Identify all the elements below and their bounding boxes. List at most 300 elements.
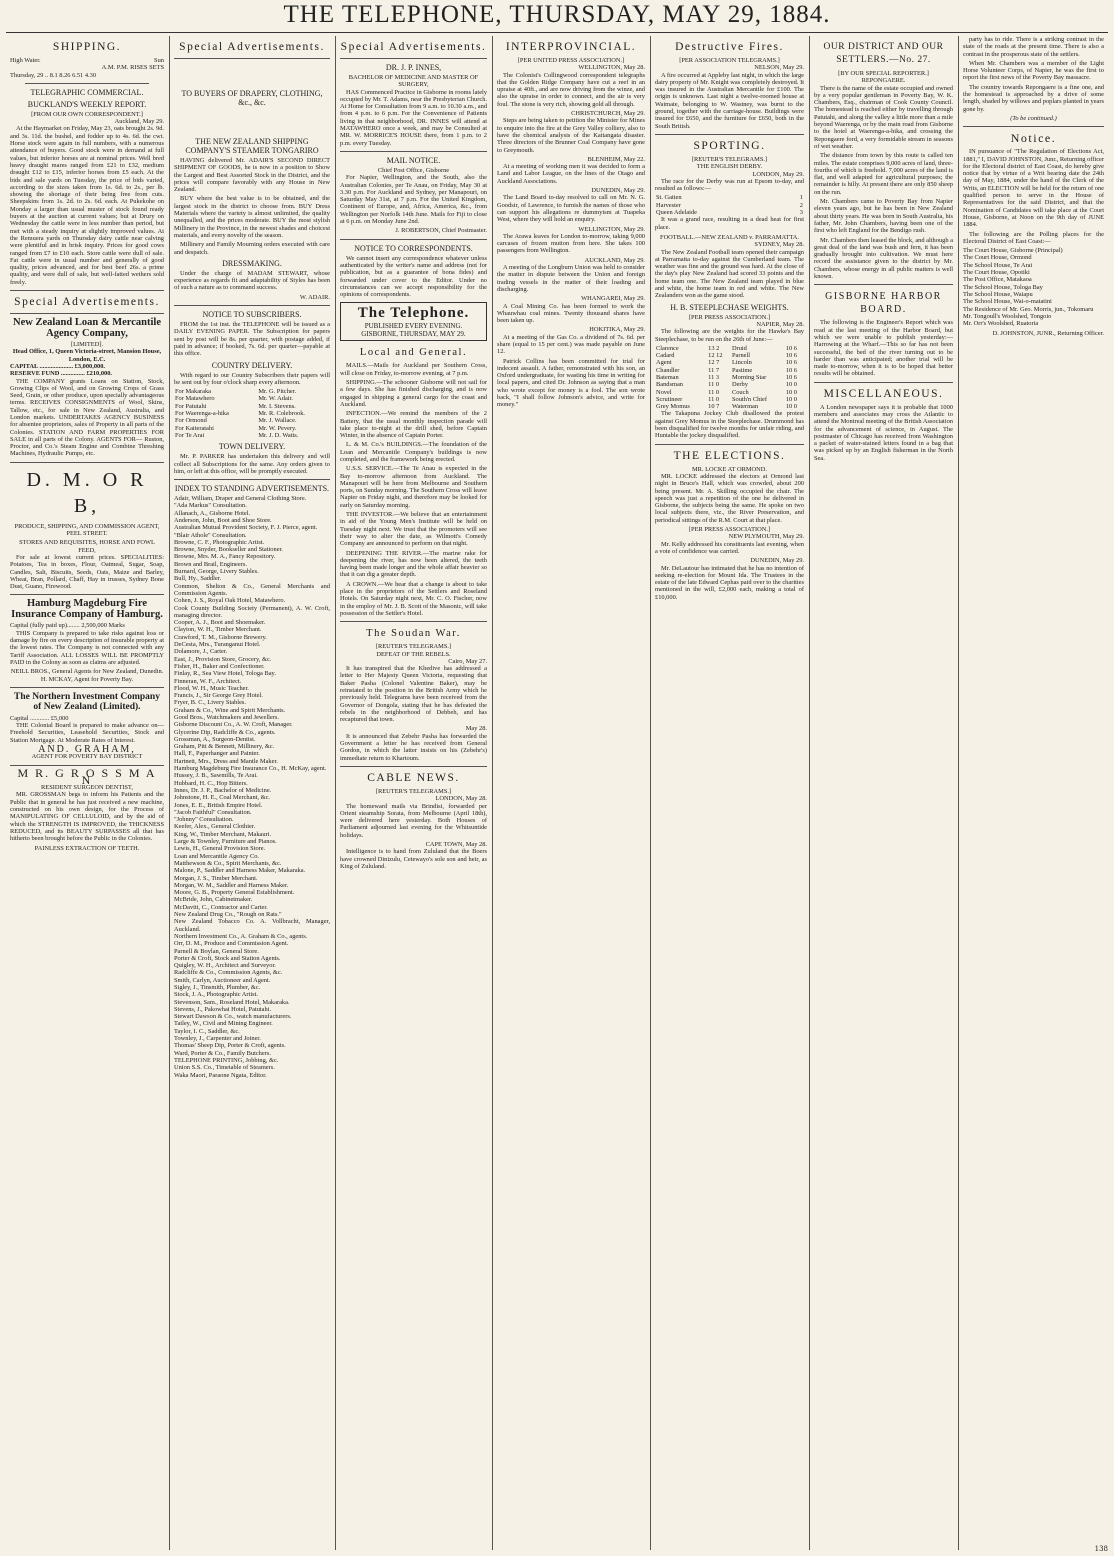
index-item: Bull, Hy., Saddler. xyxy=(174,575,222,583)
index-item: Cohen, J. S., Royal Oak Hotel, Matawhero. xyxy=(174,597,286,605)
masthead-rule xyxy=(6,32,1108,33)
shipping-heading: SHIPPING. xyxy=(52,41,122,53)
index-item: Hubbard, H. C., Hop Bitters. xyxy=(174,779,248,787)
correspondents-text: We cannot insert any correspondence whatever unless authenticated by the writer's name and address (not for publication, but as a guarantee of bona fides) and forwarded under cover to the Editor. Under no circumstances can we accept responsibility for the opinions of correspondents. xyxy=(340,254,487,299)
local-general-heading: Local and General. xyxy=(359,347,468,359)
horse-name: Cadard xyxy=(656,352,675,360)
index-item: Stevens, J., Pakowhai Hotel, Patutahi. xyxy=(174,1005,272,1013)
index-item: Graham, Pitt & Bennett, Millinery, &c. xyxy=(174,743,275,751)
graham-heading: AND. GRAHAM, xyxy=(38,744,136,755)
telephone-banner xyxy=(340,302,487,341)
index-item: Northern Investment Co., A. Graham & Co., agents. xyxy=(174,932,308,940)
index-item: Jones, E. E., British Empire Hotel. xyxy=(174,801,263,809)
dunedin-place: DUNEDIN, May 29. xyxy=(750,557,804,565)
weight-row xyxy=(655,374,804,381)
agent-row xyxy=(174,403,330,410)
harbor-board-heading: GISBORNE HARBOR BOARD. xyxy=(825,291,942,316)
notice-subscribers-text: FROM the 1st inst. the TELEPHONE will be issued as a DAILY EVENING PAPER. The Subscription for papers sent by post will be 8s. per quarter, with postage added, if paid in advance; if booked, 7s. 6d. per quarter—payable at this office. xyxy=(174,321,330,358)
index-item: Glycerine Dip, Radcliffe & Co., agents. xyxy=(174,728,276,736)
soudan-place: Cairo, May 27. xyxy=(448,657,487,665)
index-item: Browne, C. F., Photographic Artist. xyxy=(174,538,265,546)
interprovincial-heading: INTERPROVINCIAL. xyxy=(505,41,637,53)
horse-name: South'n Chief xyxy=(731,395,768,403)
horse-name: Grey Momus xyxy=(656,403,690,411)
mail-place: Chief Post Office, Gisborne xyxy=(377,166,450,174)
index-item: Anderson, John, Boot and Shoe Store. xyxy=(174,516,272,524)
agent-place: For Matawhero xyxy=(175,395,215,403)
index-heading: INDEX TO STANDING ADVERTISEMENTS. xyxy=(174,484,330,494)
horse-weight: 11 0 xyxy=(708,381,720,389)
nzla-office: Head Office, 1, Queen Victoria-street, Mansion House, London, E.C. xyxy=(12,348,162,363)
fires-place: NELSON, May 29. xyxy=(754,64,804,72)
polling-place: The School House, Waiapu xyxy=(963,290,1033,298)
dateline: AUCKLAND, May 29. xyxy=(584,256,645,264)
derby-row xyxy=(655,209,804,216)
local-paragraph: MAILS.—Mails for Auckland per Southern Cross, will close on Friday, to-morrow evening, at 7 p.m. xyxy=(340,362,487,377)
index-item: Innes, Dr. J. P., Bachelor of Medicine. xyxy=(174,786,272,794)
index-item: Finlay, R., Sea View Hotel, Tologa Bay. xyxy=(174,670,276,678)
horse-weight: 11 0 xyxy=(708,388,720,396)
tide-header xyxy=(10,64,164,71)
agent-name: Mr. R. Colebrook. xyxy=(258,410,306,418)
returning-officer-signature: D. JOHNSTON, JUNR., Returning Officer. xyxy=(992,330,1104,338)
column-6 xyxy=(809,36,957,1550)
index-item: Matthewson & Co., Spirit Merchants, &c. xyxy=(174,859,282,867)
horse-name: Scrutineer xyxy=(656,395,683,403)
buckland-text: At the Haymarket on Friday, May 23, oats brought 2s. 9d. and 3s. 11d. the bushel, and fodder up to 4s. 6d. the cwt. Horse stock were again in full numbers, with a numerous attendance of buyers. Good stock were in demand at full values, but inferior horses are at nominal prices. Well bred heavy draught mares ranged from £21 to £32, medium draught £12 to £15, inferior horses from £5 each. At the bids and sale yards on Tuesday, the price of bids varied, according to the sizes taken from 1s. 6d. to 2s., per lb. showing the shortage of their being free from cuts. Sheepskins from 1s. 2d. to 2s. 6d. each. At Pukekohe on Monday a larger than usual muster of stock found ready buyers at the auction at current values; but at Drury on Wednesday the cattle were in less number than period, but met with a steady inquiry at slightly improved values. At the Remuera yards on Thursday dairy cattle near calving were plentiful and in brisk inquiry. Prices for good cows ranged from £7 to £10 each. Store cattle were dull of sale. Fat cattle were in usual number and generally of good quality, prices advanced, and for best beef 26s. a prime quality, and were dull of sale, but well-fatted wethers sold freely. xyxy=(10,125,164,286)
polling-intro: The following are the Polling places for the Electoral District of East Coast:— xyxy=(963,230,1104,245)
soudan-text-2: It is announced that Zebehr Pasha has forwarded the Government a letter he has received from General Gordon, in which the latter insists on his (Zebehr's) immediate return to Khartoum. xyxy=(340,732,487,762)
index-item: Hall, F., Paperhanger and Painter. xyxy=(174,750,260,758)
notice-text: IN pursuance of "The Regulation of Elections Act, 1881," I, DAVID JOHNSTON, Junr., Returning officer for the Electoral district of East Coast, do hereby give notice that by virtue of a Writ bearing date the 24th day of May, 1884, under the hand of the Clerk of the Writs, an ELECTION will be held for the return of one qualified person to serve in the House of Representatives for the said District, and that the Nomination of Candidates will take place at the Court House, Gisborne, at Noon on the 9th day of JUNE 1884. xyxy=(963,148,1104,229)
agent-place: For Kaiteratahi xyxy=(175,424,214,432)
divider xyxy=(655,134,804,135)
dateline: CHRISTCHURCH, May 29. xyxy=(571,110,645,118)
index-item: Stevenson, Sam., Roseland Hotel, Makaraka. xyxy=(174,998,290,1006)
weight-row xyxy=(655,396,804,403)
hamburg-capital: Capital (fully paid up)........ 2,500,000 Marks xyxy=(10,622,125,630)
news-paragraph: The Arawa leaves for London to-morrow, taking 9,000 carcases of frozen mutton from here. She takes 100 passengers from Wellington. xyxy=(497,232,645,255)
index-item: Dolamore, J., Carter. xyxy=(174,648,228,656)
district-paragraph: There is the name of the estate occupied and owned by a very popular gentleman in Poverty Bay, W. K. Chambers, Esq., chairman of Cook County Council. The homestead is reached either by travelling through Patutahi, and along the valley a little more than a mile beyond Waerenga, or by the main road from Gisborne to the hotel at Waerenga-a-hika, and crossing the Repongaere ford, a very formidable stream in seasons of wet weather. xyxy=(814,84,953,150)
horse-name: Waterman xyxy=(731,403,759,411)
agent-row xyxy=(174,417,330,424)
adair-signature: W. ADAIR. xyxy=(299,293,330,301)
index-item: Cooper, A. J., Boot and Shoemaker. xyxy=(174,619,266,627)
agent-name: Mr. W. Adair. xyxy=(258,395,293,403)
index-item: Thomas' Sheep Dip, Porter & Croft, agents. xyxy=(174,1042,286,1050)
plymouth-text: Mr. Kelly addressed his constituents last evening, when a vote of confidence was carried. xyxy=(655,540,804,555)
news-paragraph: Steps are being taken to petition the Minister for Mines to enquire into the fire at the Grey Valley colliery, also to have the chemical analysis of the Kaitangata disaster. Three directors of the Brunner Coal Company have gone to Greymouth. xyxy=(497,117,645,154)
fires-text: A fire occurred at Appleby last night, in which the large dairy property of Mr. Knight was completely destroyed. It was insured in the Australian Mercantile for £100. The origin is unknown. Last night a twelve-roomed house at Waimate, belonging to W. Wastney, was burnt to the ground, together with the carriage-house. Buildings were insured for £650, and the furniture for £650, both in the South British. xyxy=(655,71,804,130)
dateline: HOKITIKA, May 29. xyxy=(589,326,645,334)
horse-name: Pastime xyxy=(731,366,753,374)
divider xyxy=(340,151,487,152)
derby-heading: THE ENGLISH DERBY. xyxy=(696,163,763,171)
grossman-text: MR. GROSSMAN begs to inform his Patients and the Public that in general he has just received a new machine, constructed on his own design, for the Process of MANIPULATING OF CELLULOID, and by the aid of which the STRENGTH IS IMPROVED, the THICKNESS REDUCED, and its BEAUTY SURPASSES all that has hitherto been brought before the Public in the Colonies. xyxy=(10,791,164,843)
page-stamp: 138 xyxy=(1094,1545,1108,1553)
buckland-source: [FROM OUR OWN CORRESPONDENT.] xyxy=(31,110,143,118)
harbor-board-text: The following is the Engineer's Report which was read at the last meeting of the Harbor Board, but which we were unable to publish yesterday:— Harrowing at the Wharf.—This so far has not been successful, the bed of the river turning out to be harder than was anticipated; another trial will be made to-morrow, when it is to be hoped that better results will be obtained. xyxy=(814,319,953,378)
divider xyxy=(174,305,330,306)
news-paragraph: At a meeting of working men it was decided to form a Land and Labor League, on the lines of the Otago and Auckland Associations. xyxy=(497,163,645,185)
index-item: Brown and Brail, Engineers. xyxy=(174,560,247,568)
nzla-reserve: RESERVE FUND ............... £210,000. xyxy=(10,370,113,378)
index-item: Allanach, A., Gisborne Hotel. xyxy=(174,509,251,517)
divider xyxy=(340,239,487,240)
local-paragraph: INFECTION.—We remind the members of the 2 Battery, that the usual monthly inspection parade will take place to-night at the drill shed, before Captain Winter, in the absence of Captain Porter. xyxy=(340,410,487,440)
nzsc-heading: THE NEW ZEALAND SHIPPING COMPANY'S STEAMER TONGARIRO xyxy=(185,137,319,155)
news-paragraph: A Coal Mining Co. has been formed to work the Whauwhau coal mines. Twenty thousand shares have been taken up. xyxy=(497,302,645,325)
northern-heading: The Northern Investment Company of New Zealand (Limited). xyxy=(14,691,160,713)
millinery-text: Millinery and Family Mourning orders executed with care and despatch. xyxy=(174,241,330,256)
horse-name: Clarence xyxy=(656,344,679,352)
local-paragraph: SHIPPING.—The schooner Gisborne will not sail for a few days. She has finished discharging, and is now engaged in shipping a general cargo for the coast and Auckland. xyxy=(340,379,487,408)
telegraphic-heading: TELEGRAPHIC COMMERCIAL. xyxy=(30,87,144,97)
dateline: BLENHEIM, May 22. xyxy=(587,155,645,163)
mail-text: For Napier, Wellington, and the South, also the Australian Colonies, per Te Anau, on Friday, May 30 at 3.30 p.m. For Auckland and Sydney, per Manapouri, on Saturday May 31st, at 7 p.m. For the United Kingdom, Continent of Europe, and, Africa, America, &c., from Wellington per Norfolk 14th June. Mails for Fiji to close at 6 p.m. on Monday June 2nd. xyxy=(340,174,487,226)
dmo-stores: STORES AND REQUISITES, HORSE AND FOWL FEED, xyxy=(19,539,155,554)
horse-weight: 10 7 xyxy=(708,403,720,411)
polling-place: The Post Office, Matakaoa xyxy=(963,276,1032,284)
mail-signature: J. ROBERTSON, Chief Postmaster. xyxy=(395,227,487,235)
horse-weight: 11 0 xyxy=(708,395,720,403)
horse-weight: 10 0 xyxy=(785,395,797,403)
index-item: Waka Maori, Paraone Ngata, Editor. xyxy=(174,1071,267,1079)
sun-label: Sun xyxy=(154,57,164,64)
weight-row xyxy=(655,352,804,359)
dressmaking-text: Under the charge of MADAM STEWART, whose experience as regards fit and adaptability of Styles has been of such a nature as to command success. xyxy=(174,269,330,292)
agent-row xyxy=(174,388,330,395)
agent-name: Mr. J. Wallace. xyxy=(258,417,297,425)
horse-name: Chandler xyxy=(656,366,680,374)
index-item: Stewart Dawson & Co., watch manufacturers. xyxy=(174,1013,292,1021)
derby-text: The race for the Derby was run at Epsom to-day, and resulted as follows:— xyxy=(655,177,804,193)
elections-source: [PER PRESS ASSOCIATION.] xyxy=(688,526,771,534)
index-item: Browne, Snyder, Bookseller and Stationer. xyxy=(174,546,283,554)
agent-place: For Ormond xyxy=(175,417,207,425)
index-item: Parnell & Boylan, General Store. xyxy=(174,947,259,955)
index-item: Ward, Porter & Co., Family Butchers. xyxy=(174,1049,271,1057)
index-item: McDavitt, C., Contractor and Carter. xyxy=(174,903,268,911)
derby-tail: It was a grand race, resulting in a dead heat for first place. xyxy=(655,216,804,231)
column-7 xyxy=(958,36,1108,1550)
miscellaneous-heading: MISCELLANEOUS. xyxy=(823,387,944,400)
nzsc-text: HAVING delivered Mr. ADAIR'S SECOND DIRECT SHIPMENT OF GOODS, he is now in a position to Show the Largest and Best Assorted Stock in the District, and the prices will compare favorably with any House in New Zealand. xyxy=(174,157,330,194)
high-water-label: High Water. xyxy=(10,57,41,64)
index-item: Quigley, W. H., Architect and Surveyor. xyxy=(174,962,276,970)
hamburg-text: THIS Company is prepared to take risks against loss or damage by fire on every description of insurable property at the lowest rates. The Company is not connected with any Tariff Association. ALL LOSSES WILL BE PROMPTLY PAID in the Colony as soon as claims are adjusted. xyxy=(10,629,164,666)
district-list xyxy=(814,85,953,281)
index-item: "Johnny" Consultation. xyxy=(174,816,234,824)
local-list xyxy=(340,362,487,617)
index-item: Malone, P., Saddler and Harness Maker, Makaraka. xyxy=(174,867,306,875)
special-ads-heading: Special Advertisements. xyxy=(340,41,487,53)
horse-weight: 12 12 xyxy=(708,352,723,360)
divider xyxy=(814,382,953,383)
tide-row: Thursday, 29 .. 8.1 8.26 6.51 4.30 xyxy=(10,71,97,79)
local-paragraph: U.S.S. SERVICE.—The Te Anau is expected in the Bay to-morrow afternoon from Auckland. The Manapouri will be here from Melbourne and Southern ports, on Sunday morning. The Southern Cross will leave Napier on Friday night, and therefore may be looked for early on Saturday morning. xyxy=(340,465,487,509)
nzla-ltd: [LIMITED]. xyxy=(70,341,104,349)
index-item: Fisher, H., Baker and Confectioner. xyxy=(174,662,265,670)
index-item: Browne, Mrs. M. A., Fancy Repository. xyxy=(174,553,276,561)
hamburg-agent: H. MCKAY, Agent for Poverty Bay. xyxy=(40,675,134,683)
agent-name: Mr. I. Stevens. xyxy=(258,402,296,410)
agent-place: For Te Arai xyxy=(175,431,205,439)
index-item: Sigley, J., Tinsmith, Plumber, &c. xyxy=(174,983,261,991)
index-item: Radcliffe & Co., Commission Agents, &c. xyxy=(174,969,283,977)
district-paragraph: party has to ride. There is a striking contrast in the state of the roads at the present time. There is also a contrast in the prosperous state of the settlers. xyxy=(963,36,1104,58)
agent-row xyxy=(174,410,330,417)
horse-name: Bandsman xyxy=(656,381,683,389)
index-item: New Zealand Drug Co., "Rough on Rats." xyxy=(174,911,282,919)
divider xyxy=(655,444,804,445)
agent-row xyxy=(174,425,330,432)
index-item: Tailey, W., Civil and Mining Engineer. xyxy=(174,1020,273,1028)
northern-text: THE Colonial Board is prepared to make advance on— Freehold Securities, Leasehold Securities, Stock and Station Mortgage. At Moderate Rates of Interest. xyxy=(10,722,164,744)
placing: 3 xyxy=(799,209,803,217)
horse-weight: 13 2 xyxy=(708,344,720,352)
telephone-date: GISBORNE, THURSDAY, MAY 29. xyxy=(361,330,466,339)
horse-name: Druid xyxy=(731,344,747,352)
column-5 xyxy=(650,36,808,1550)
horse-name: Novel xyxy=(656,388,672,396)
index-item: Hussey, J. B., Sawmills, Te Arai. xyxy=(174,772,258,780)
index-item: McBride, John, Cabinetmaker. xyxy=(174,896,253,904)
weight-row xyxy=(655,345,804,352)
buckland-heading: BUCKLAND'S WEEKLY REPORT. xyxy=(27,99,147,109)
district-source: [BY OUR SPECIAL REPORTER.] xyxy=(838,70,929,77)
index-item: Moore, G. B., Property General Establishment. xyxy=(174,889,295,897)
index-item: Graham & Co., Wine and Spirit Merchants. xyxy=(174,706,286,714)
divider xyxy=(340,766,487,767)
local-paragraph: L. & M. Co.'s BUILDINGS.—The foundation of the Loan and Mercantile Company's buildings is now completed, and the framework being erected. xyxy=(340,441,487,463)
dmo-subheading: PRODUCE, SHIPPING, AND COMMISSION AGENT, PEEL STREET. xyxy=(14,522,160,538)
grossman-heading: M R. G R O S S M A N xyxy=(17,765,157,787)
horse-weight: 10 0 xyxy=(785,403,797,411)
column-2 xyxy=(169,36,334,1550)
index-item: Smith, Carlyn, Auctioneer and Agent. xyxy=(174,976,271,984)
buckland-place: Auckland, May 29. xyxy=(114,118,164,126)
nzla-capital: CAPITAL ..................... £3,000,000. xyxy=(10,362,106,370)
plymouth-place: NEW PLYMOUTH, May 29. xyxy=(728,533,804,541)
divider xyxy=(814,284,953,285)
dunedin-text: Mr. DeLautour has intimated that he has no intention of seeking re-election for Mount Ida. The Trustees in the estate of the late Edward Cephas paid over to the charities mentioned in the will, £2,000 each, making a total of £10,000. xyxy=(655,564,804,601)
tide-col-sets: SETS xyxy=(149,64,164,72)
agent-row xyxy=(174,395,330,402)
interprovincial-list xyxy=(497,64,645,355)
weight-row xyxy=(655,359,804,366)
horse-name: Derby xyxy=(731,381,748,389)
index-item: "Blair Athole" Consultation. xyxy=(174,531,247,539)
horse-weight: 11 7 xyxy=(708,366,720,374)
index-item: Flood, W. H., Music Teacher. xyxy=(174,684,249,692)
divider xyxy=(174,58,330,59)
horse-name: Lincoln xyxy=(731,359,752,367)
horse-name: St. Gatien xyxy=(656,194,682,202)
district-paragraph: Mr. Chambers then leased the block, and although a great deal of the land was bush and fern, it has been gradually brought into cultivation. We must here record the assistance given to the district by Mr. Chambers, whose energy in all public matters is well known. xyxy=(814,236,953,281)
polling-place: The Court House, Opotiki xyxy=(963,269,1030,277)
horse-weight: 10 6 xyxy=(785,352,797,360)
mail-notice-heading: MAIL NOTICE. xyxy=(386,155,441,165)
correspondents-heading: NOTICE TO CORRESPONDENTS. xyxy=(354,243,473,253)
dmo-text: For sale at lowest current prices. SPECIALITIES: Potatoes, Tea in boxes, Flour, Oatmeal, Sugar, Soap, Candles, Salt, Biscuits, Seeds, Oats, Maize and Barley, Wheat, Bran, Pollard, Chaff, Hay in trusses, Sydney Bone Dust, Guano, Firewood. xyxy=(10,553,164,591)
divider xyxy=(10,687,164,688)
index-item: Loan and Mercantile Agency Co. xyxy=(174,852,260,860)
cable-source: [REUTER'S TELEGRAMS.] xyxy=(375,787,452,795)
fires-source: [PER ASSOCIATION TELEGRAMS.] xyxy=(679,57,780,64)
agent-row xyxy=(174,432,330,439)
tide-table xyxy=(10,57,164,79)
horse-weight: 10 0 xyxy=(785,388,797,396)
index-item: Hartnett, Mrs., Dress and Mantle Maker. xyxy=(174,757,278,765)
index-item: TELEPHONE PRINTING, Jobbing, &c. xyxy=(174,1056,279,1064)
notice-subscribers-heading: NOTICE TO SUBSCRIBERS. xyxy=(202,310,302,320)
index-item: Townley, J., Carpenter and Joiner. xyxy=(174,1035,261,1043)
agent-name: Mr. G. Pitcher. xyxy=(258,388,297,396)
nzla-text: THE COMPANY grants Loans on Station, Stock, Growing Clips of Wool, and on Growing Crops of Grass Seed, Grain, or other produce, upon specially advantageous terms. RECEIVES CONSIGNMENTS of Wool, Skins, Tallow, etc., for sale in New Zealand, Australia, and London markets. UNDERTAKES AGENCY BUSINESS for absentee proprietors, sales of Property in all parts of the Colonies. STATION AND FARM PROPERTIES FOR SALE in all parts of the Colony. AGENTS FOR— Ruston, Proctor, and Co.'s Steam Engine and Combine Threshing Machines, Hydraulic Pumps, etc. xyxy=(10,377,164,458)
horse-weight: 11 3 xyxy=(708,373,720,381)
column-3 xyxy=(335,36,491,1550)
index-item: "Jacob Faithful" Consultation. xyxy=(174,808,252,816)
horse-weight: 10 6 xyxy=(785,344,797,352)
index-item: East, J., Provision Store, Grocery, &c. xyxy=(174,655,272,663)
country-agents-table xyxy=(174,388,330,439)
index-item: Union S.S. Co., Timetable of Steamers. xyxy=(174,1064,275,1072)
cable-text-2: Intelligence is to hand from Zululand that the Boers have crowned Dinizulu, Cetewayo's sole son and heir, as King of Zululand. xyxy=(340,848,487,870)
to-be-continued: (To be continued.) xyxy=(1010,114,1057,122)
dressmaking-heading: DRESSMAKING. xyxy=(222,258,282,268)
divider xyxy=(10,290,164,291)
index-item: King, W., Timber Merchant, Makauri. xyxy=(174,830,272,838)
cable-place: LONDON, May 28. xyxy=(435,795,487,803)
football-text: The New Zealand Football team opened their campaign at Parramatta to-day against the Cumberland team. The weather was fine and the ground was hard. At the close of the day's play New Zealand had scored 33 points and the home team one. The New Zealand team played in blue and white, the home team in red and white. The New Zealanders won as the game stood. xyxy=(655,248,804,300)
polling-place: The Court House, Gisborne (Principal) xyxy=(963,247,1063,255)
horse-weight: 10 6 xyxy=(785,366,797,374)
index-item: Lewis, H., General Provision Store. xyxy=(174,845,266,853)
soudan-text: It has transpired that the Khedive has addressed a letter to Her Majesty Queen Victoria, requesting that Baker Pasha (Colonel Valentine Baker), may be reinstated to the position in the British Army which he previously held. Telegrams have been received from the Governor of Dongola, stating that he has defeated the rebels in the neighborhood of Debbeh, and has recaptured that town. xyxy=(340,665,487,724)
index-item: Burnard, George, Livery Stables. xyxy=(174,568,259,576)
steeplechase-heading: H. B. STEEPLECHASE WEIGHTS. xyxy=(670,302,789,312)
dateline: WELLINGTON, May 29. xyxy=(578,225,645,233)
news-paragraph: The Land Board to-day resolved to call on Mr. N. G. Goodsir, of Lawrence, to furnish the names of those who can support his allegations re dummyism at Tuapeka West, where they will hold an enquiry. xyxy=(497,194,645,224)
district-continued xyxy=(963,36,1104,113)
divider xyxy=(174,479,330,480)
polling-place: Mr. Orr's Woolshed, Ruatoria xyxy=(963,320,1039,328)
special-ads-heading: Special Advertisements. xyxy=(14,296,160,309)
dateline: WHANGAREI, May 29. xyxy=(581,295,645,303)
index-item: Morgan, W. M., Saddler and Harness Maker. xyxy=(174,881,289,889)
steeplechase-weights xyxy=(655,345,804,411)
index-item: Morgan, J. S., Timber Merchant. xyxy=(174,874,258,882)
column-4 xyxy=(492,36,649,1550)
district-subheading: REPONGAERE. xyxy=(861,77,906,85)
index-item: Gisborne Discount Co., A. W. Croft, Manager. xyxy=(174,721,293,729)
horse-weight: 10 0 xyxy=(785,381,797,389)
masthead: THE TELEPHONE, THURSDAY, MAY 29, 1884. xyxy=(283,1,831,28)
index-item: Porter & Croft, Stock and Station Agents. xyxy=(174,954,281,962)
nzla-title: New Zealand Loan & Mercantile Agency Company, xyxy=(13,317,161,339)
news-paragraph: The Colonist's Collingwood correspondent telegraphs that the Golden Ridge Company have cut a reef in an upraise at 40ft., and are now driving from the winze, and also the upraise in order to connect, and the air is very foul. The stone is very rich, showing gold all through. xyxy=(497,71,645,108)
horse-name: Parnell xyxy=(731,352,751,360)
polling-place: The Residence of Mr. Geo. Morris, jun., Tokomaru xyxy=(963,305,1094,313)
derby-row xyxy=(655,202,804,209)
index-item: Grossman, A., Surgeon-Dentist. xyxy=(174,735,256,743)
agent-place: For Makaraka xyxy=(175,388,212,396)
soudan-date: May 28. xyxy=(465,725,487,733)
horse-weight: 10 6 xyxy=(785,373,797,381)
country-delivery-heading: COUNTRY DELIVERY. xyxy=(211,360,293,370)
miscellaneous-text: A London newspaper says it is probable that 1000 members and associates may cross the Atlantic to attend the Montreal meeting of the British Association for the advancement of science, in August. The postmaster of Chicago has received from Washington a packet of water-stained letters found in a bag that was picked up by an English fisherman in the North Sea. xyxy=(814,403,953,462)
agent-place: For Patutahi xyxy=(175,402,207,410)
steeplechase-source: [PER PRESS ASSOCIATION.] xyxy=(688,313,771,321)
weight-row xyxy=(655,403,804,410)
football-heading: FOOTBALL.—NEW ZEALAND v. PARRAMATTA. xyxy=(660,233,799,241)
index-item: Orr, D. M., Produce and Commission Agent. xyxy=(174,940,289,948)
special-ads-heading: Special Advertisements. xyxy=(179,41,325,53)
index-item: Clayton, W. H., Timber Merchant. xyxy=(174,626,262,634)
dateline: DUNEDIN, May 29. xyxy=(591,187,645,195)
index-item: "Ada Markus" Consultation. xyxy=(174,502,247,510)
graham-subheading: AGENT FOR POVERTY BAY DISTRICT xyxy=(31,753,143,761)
polling-place: The School House, Tologa Bay xyxy=(963,283,1043,291)
horse-name: Agent xyxy=(656,359,672,367)
polling-place: The School House, Wai-o-matatini xyxy=(963,298,1052,306)
agent-name: Mr. J. D. Watts. xyxy=(258,431,299,439)
cable-place-2: CAPE TOWN, May 28. xyxy=(425,841,487,849)
horse-weight: 10 6 xyxy=(785,359,797,367)
horse-name: Bateman xyxy=(656,373,679,381)
elections-heading: THE ELECTIONS. xyxy=(673,449,786,462)
neill-bros: NEILL BROS., General Agents for New Zealand, Dunedin. xyxy=(10,668,164,676)
columns xyxy=(6,36,1108,1550)
divider xyxy=(963,126,1104,127)
weight-row xyxy=(655,389,804,396)
divider xyxy=(25,83,148,84)
agent-name: Mr. W. Pevery. xyxy=(258,424,297,432)
innes-subheading: BACHELOR OF MEDICINE AND MASTER OF SURGERY, xyxy=(348,74,479,89)
placing: 2 xyxy=(799,201,803,209)
index-item: Adair, William, Draper and General Clothing Store. xyxy=(174,495,307,503)
derby-results xyxy=(655,194,804,216)
sporting-heading: SPORTING. xyxy=(693,139,766,152)
painless-heading: PAINLESS EXTRACTION OF TEETH. xyxy=(34,844,140,852)
polling-place: The Court House, Ormond xyxy=(963,254,1032,262)
polling-places xyxy=(963,247,1104,327)
index-item: Good Bros., Watchmakers and Jewellers. xyxy=(174,714,279,721)
town-delivery-heading: TOWN DELIVERY. xyxy=(218,442,286,452)
local-paragraph: THE INVESTOR.—We believe that an entertainment in aid of the Young Men's Institute will be held on Tuesday night next. We trust that the promoters will see their way to alter the date, as Wilmott's Comedy Company are announced to perform on that night. xyxy=(340,511,487,548)
polling-place: Mr. Tongoull's Woolshed, Tongoio xyxy=(963,312,1052,320)
tide-col-am: A.M. xyxy=(101,64,116,72)
index-item: Stock, J. A., Photographic Artist. xyxy=(174,991,258,999)
sporting-source: [REUTER'S TELEGRAMS.] xyxy=(691,155,768,163)
district-paragraph: The distance from town by this route is called ten miles. The estate comprises 9,000 acres of land, three-fourths of which is freehold. 7,000 acres of the land is flat, and well adapted for agricultural purposes; the remainder is hilly. At present there are only 850 sheep on the run. xyxy=(814,152,953,196)
divider xyxy=(10,313,164,314)
telephone-logo: The Telephone. xyxy=(357,305,470,322)
placing: 1 xyxy=(799,194,803,202)
drapery-heading: TO BUYERS OF DRAPERY, CLOTHING, &c., &c. xyxy=(181,89,323,107)
soudan-heading: The Soudan War. xyxy=(366,628,461,640)
divider xyxy=(340,58,487,59)
town-delivery-text: Mr. P. PARKER has undertaken this delivery and will collect all Subscriptions for the same. Any orders given to him, or left at this office, will be promptly executed. xyxy=(174,453,330,475)
index-item: Taylor, I. C., Saddler, &c. xyxy=(174,1027,240,1035)
grossman-subheading: RESIDENT SURGEON DENTIST, xyxy=(41,784,133,792)
index-item: Australian Mutual Provident Society, F. J. Pierce, agent. xyxy=(174,524,318,532)
derby-place: LONDON, May 29. xyxy=(752,170,804,178)
index-item: Common, Shelton & Co., General Merchants and Commission Agents. xyxy=(174,582,330,597)
steeplechase-text: The following are the weights for the Hawke's Bay Steeplechase, to be run on the 26th of June:— xyxy=(655,328,804,343)
